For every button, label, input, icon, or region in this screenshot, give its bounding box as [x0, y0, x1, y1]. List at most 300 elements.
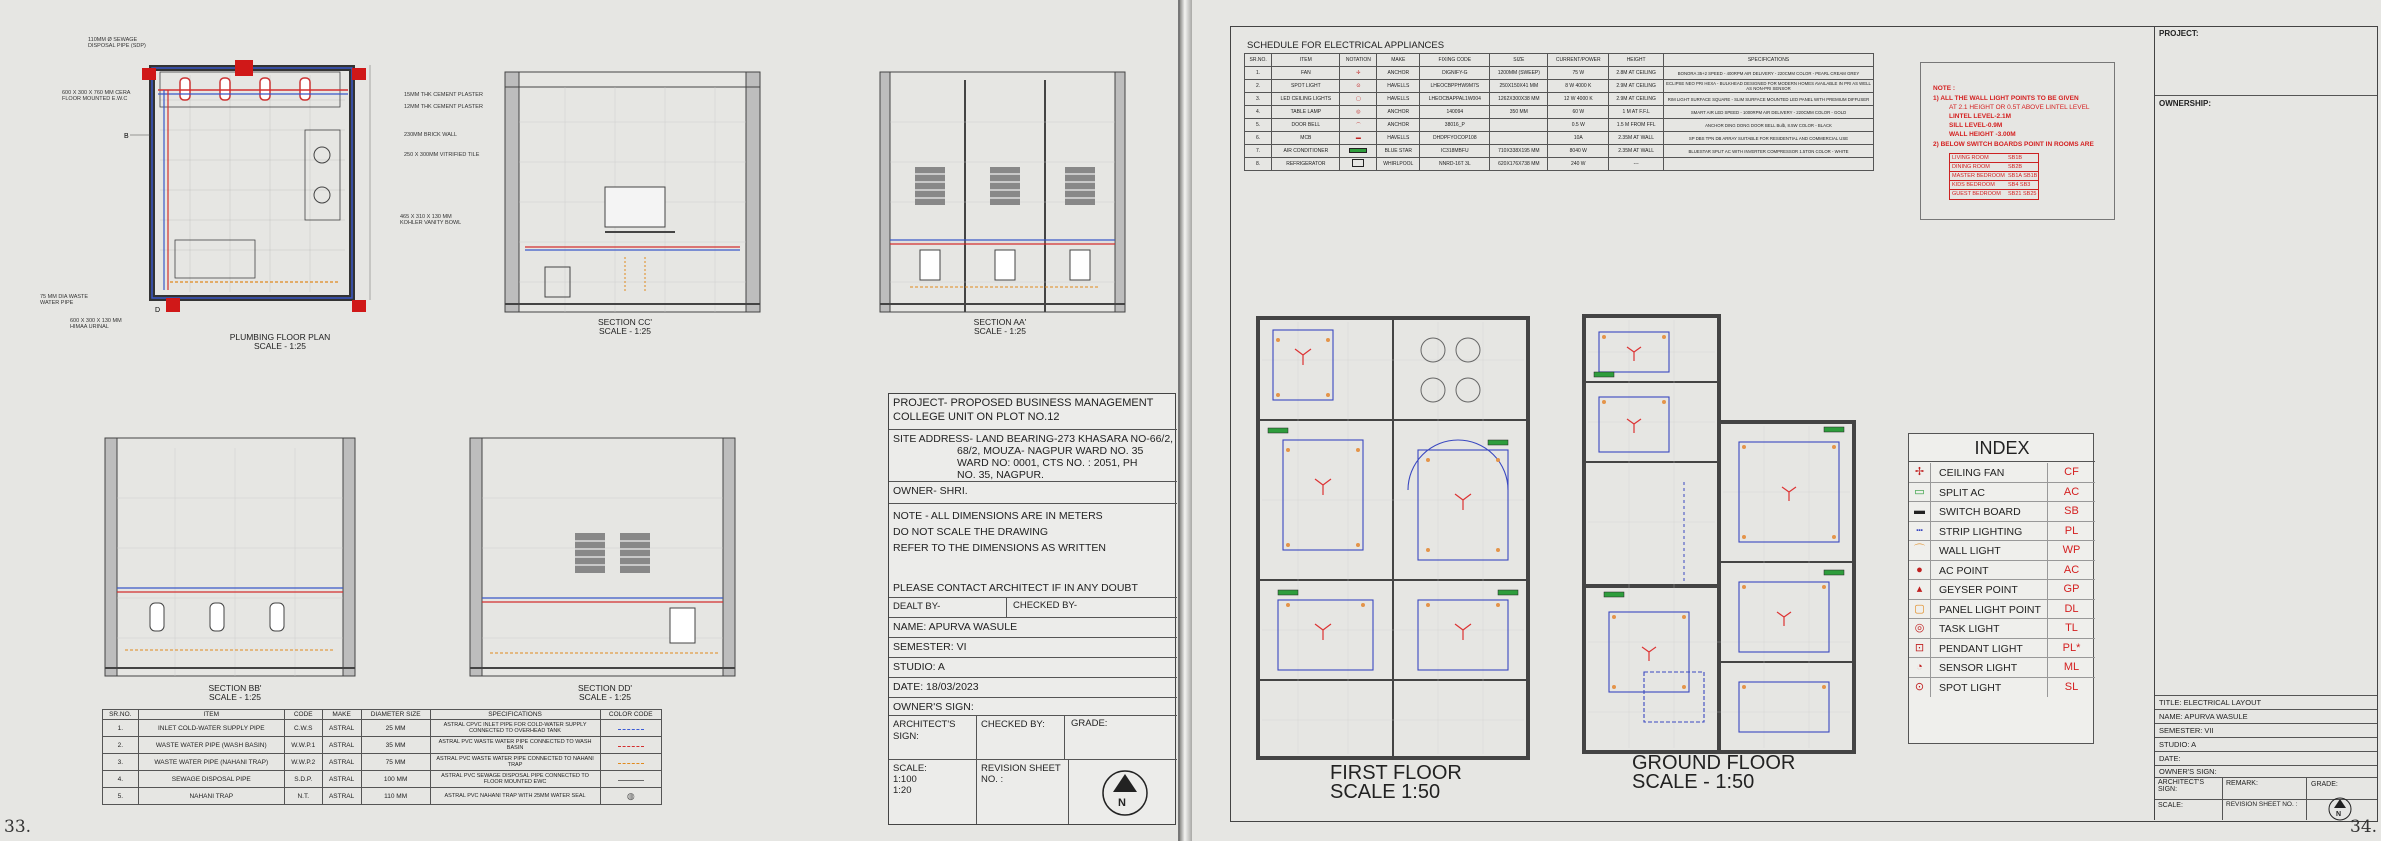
section-aa-title: SECTION AA': [973, 317, 1027, 327]
index-label: CEILING FAN: [1939, 467, 2005, 479]
table-cell: ASTRAL CPVC INLET PIPE FOR COLD-WATER SUPPLY CONNECTED TO OVERHEAD TANK: [430, 720, 600, 737]
schedule-title: SCHEDULE FOR ELECTRICAL APPLIANCES: [1247, 40, 1445, 51]
room-row: [1950, 181, 2038, 190]
table-row: [103, 788, 662, 805]
table-cell: S.D.P.: [284, 771, 322, 788]
first-floor-scale: SCALE 1:50: [1330, 781, 1441, 803]
note-line: 1) ALL THE WALL LIGHT POINTS TO BE GIVEN: [1933, 95, 2079, 102]
table-cell: 2.9M AT CEILING: [1609, 93, 1664, 106]
section-cc-title: SECTION CC': [597, 317, 653, 327]
table-cell: 1 M AT F.F.L: [1609, 106, 1664, 119]
index-code: TL: [2047, 619, 2095, 638]
ground-floor-title: GROUND FLOOR: [1632, 752, 1796, 774]
table-cell: 710X338X195 MM: [1490, 145, 1548, 158]
grade-label: GRADE:: [2311, 781, 2338, 788]
index-code: PL*: [2047, 639, 2095, 658]
table-cell: 1.: [1245, 67, 1272, 80]
task-light-icon: ◎: [1909, 619, 1931, 638]
table-cell: SMART AIR LED SPEED - 1000RPM AIR DELIVERY - 220CMM COLOR - GOLD: [1664, 106, 1874, 119]
site-address-line-1: SITE ADDRESS- LAND BEARING-273 KHASARA NO-66/2,: [893, 433, 1174, 445]
table-header-row: [1245, 54, 1874, 67]
index-row-sensor-light: [1909, 658, 2095, 678]
table-cell: 60 W: [1548, 106, 1609, 119]
table-cell: 620X176X738 MM: [1490, 158, 1548, 171]
table-cell: 75 W: [1548, 67, 1609, 80]
index-code: WP: [2047, 541, 2095, 560]
table-header: MAKE: [1377, 54, 1420, 67]
room-name: DINING ROOM: [1952, 164, 1990, 170]
index-row-ac-point: [1909, 561, 2095, 581]
table-cell: BONORA 35+2 SPEED - 400RPM AIR DELIVERY - 220CMM COLOR - PEARL CREAM GREY: [1664, 67, 1874, 80]
table-cell: NAHANI TRAP: [138, 788, 284, 805]
plumbing-label-urinal: 600 X 300 X 130 MM HIMAA URINAL: [70, 318, 122, 331]
panel-light-icon: ▢: [1909, 600, 1931, 619]
site-address-line-3: WARD NO: 0001, CTS NO. : 2051, PH: [957, 457, 1138, 469]
table-cell: BLUE STAR: [1377, 145, 1420, 158]
electrical-schedule-table: [1244, 53, 1874, 171]
index-row-pendant-light: [1909, 639, 2095, 659]
table-header: COLOR CODE: [600, 710, 661, 720]
index-legend: [1908, 433, 2094, 744]
plumbing-spec-table: [102, 709, 662, 805]
table-cell: 6.: [1245, 132, 1272, 145]
name-text: NAME: APURVA WASULE: [889, 618, 1177, 638]
table-cell: HAVELLS: [1377, 80, 1420, 93]
north-arrow-icon: [1101, 768, 1149, 818]
plumbing-label-brick-wall: 230MM BRICK WALL: [404, 132, 457, 138]
table-cell: ASTRAL: [322, 754, 361, 771]
table-row: [103, 737, 662, 754]
room-switch-board: SB2B: [2008, 164, 2023, 170]
table-cell: 8040 W: [1548, 145, 1609, 158]
table-cell: LED CEILING LIGHTS: [1272, 93, 1340, 106]
table-header: SR.NO.: [103, 710, 139, 720]
right-title-block: [2154, 26, 2376, 820]
table-cell: N.T.: [284, 788, 322, 805]
table-row: [1245, 67, 1874, 80]
table-header: NOTATION: [1340, 54, 1377, 67]
color-code-cell: [600, 754, 661, 771]
checked-by-sign-label: CHECKED BY:: [977, 716, 1065, 759]
table-cell: FAN: [1272, 67, 1340, 80]
table-cell: ASTRAL: [322, 737, 361, 754]
color-code-swatch: [618, 763, 644, 764]
note-line: LINTEL LEVEL-2.1M: [1949, 113, 2011, 120]
index-label: PENDANT LIGHT: [1939, 642, 2023, 655]
section-bb-scale: SCALE - 1:25: [209, 692, 261, 702]
section-bb-title: SECTION BB': [208, 683, 262, 693]
room-switch-board: SB1B: [2008, 155, 2023, 161]
led-light-notation-icon: ▢: [1340, 93, 1377, 106]
table-cell: 2.9M AT CEILING: [1609, 80, 1664, 93]
first-floor-title: FIRST FLOOR: [1330, 762, 1462, 784]
notes-heading: NOTE :: [1933, 85, 1956, 92]
notes-block: [889, 504, 1177, 598]
index-code: DL: [2047, 600, 2095, 619]
table-cell: HAVELLS: [1377, 132, 1420, 145]
table-cell: [1490, 119, 1548, 132]
switch-board-icon: ▬: [1909, 502, 1931, 521]
plumbing-label-vanity: 465 X 310 X 130 MM KOHLER VANITY BOWL: [400, 214, 462, 227]
ground-floor-scale: SCALE - 1:50: [1632, 771, 1755, 793]
table-cell: DHDPFYOCOP108: [1420, 132, 1490, 145]
room-row: [1950, 154, 2038, 163]
table-cell: 5.: [1245, 119, 1272, 132]
section-dd-drawing: [470, 438, 745, 683]
index-code: AC: [2047, 483, 2095, 502]
table-header: SR.NO.: [1245, 54, 1272, 67]
table-cell: 2.: [103, 737, 139, 754]
table-cell: 350 MM: [1490, 106, 1548, 119]
color-code-cell: [600, 737, 661, 754]
color-code-swatch: [618, 780, 644, 781]
note-line: 2) BELOW SWITCH BOARDS POINT IN ROOMS ARE: [1933, 141, 2094, 148]
plumbing-label-sdp: 110MM Ø SEWAGE DISPOSAL PIPE (SDP): [88, 37, 146, 50]
room-switch-board: SB4 SB3: [2008, 182, 2031, 188]
table-row: [1245, 106, 1874, 119]
plumbing-label-waste-pipe: 75 MM DIA WASTE WATER PIPE: [40, 294, 89, 307]
table-cell: RIM LIGHT SURFACE SQUARE - SLIM SURFACE MOUNTED LED PANEL WITH PREMIUM DIFFUSER: [1664, 93, 1874, 106]
table-cell: 5.: [103, 788, 139, 805]
door-bell-notation-icon: ⌒: [1340, 119, 1377, 132]
table-header: ITEM: [138, 710, 284, 720]
table-cell: W.W.P.2: [284, 754, 322, 771]
scale-revision-row: [2155, 800, 2377, 820]
table-cell: 140094: [1420, 106, 1490, 119]
scale-value-2: 1:20: [893, 785, 912, 796]
table-cell: IC318MBFU: [1420, 145, 1490, 158]
right-page-number: 34.: [2350, 817, 2378, 837]
index-code: GP: [2047, 580, 2095, 599]
plumbing-plan-title: PLUMBING FLOOR PLAN: [229, 332, 331, 342]
scale-label: SCALE:: [2155, 800, 2223, 820]
table-header: ITEM: [1272, 54, 1340, 67]
index-label: WALL LIGHT: [1939, 545, 2001, 557]
index-code: AC: [2047, 561, 2095, 580]
table-cell: WHIRLPOOL: [1377, 158, 1420, 171]
index-label: GEYSER POINT: [1939, 584, 2018, 596]
table-header: SPECIFICATIONS: [1664, 54, 1874, 67]
table-cell: AIR CONDITIONER: [1272, 145, 1340, 158]
room-name: KIDS BEDROOM: [1952, 182, 1995, 188]
plumbing-label-tile: 250 X 300MM VITRIFIED TILE: [404, 152, 480, 158]
table-cell: 8.: [1245, 158, 1272, 171]
table-cell: 1.5 M FROM FFL: [1609, 119, 1664, 132]
index-code: SB: [2047, 502, 2095, 521]
section-bb-drawing: [105, 438, 365, 683]
dealt-by-label: DEALT BY-: [889, 598, 1007, 617]
table-cell: TABLE LAMP: [1272, 106, 1340, 119]
table-row: [103, 771, 662, 788]
ground-floor-plan-drawing: [1584, 312, 1864, 762]
table-cell: ASTRAL PVC WASTE WATER PIPE CONNECTED TO WASH BASIN: [430, 737, 600, 754]
site-address-block: [889, 430, 1177, 482]
table-cell: 1262X300X38 MM: [1490, 93, 1548, 106]
table-cell: [1490, 132, 1548, 145]
site-address-line-2: 68/2, MOUZA- NAGPUR WARD NO. 35: [957, 445, 1144, 457]
table-cell: ASTRAL: [322, 771, 361, 788]
table-cell: 38016_P: [1420, 119, 1490, 132]
table-cell: ANCHOR: [1377, 119, 1420, 132]
table-cell: SEWAGE DISPOSAL PIPE: [138, 771, 284, 788]
index-code: SL: [2047, 678, 2095, 697]
ac-point-icon: ●: [1909, 561, 1931, 580]
date-text: DATE:: [2155, 752, 2377, 766]
table-cell: SPOT LIGHT: [1272, 80, 1340, 93]
index-row-spot-light: [1909, 678, 2095, 698]
strip-lighting-icon: ┅: [1909, 522, 1931, 541]
room-name: GUEST BEDROOM: [1952, 191, 2001, 197]
architects-sign-label: ARCHITECT'S SIGN:: [2155, 778, 2223, 799]
scale-value-1: 1:100: [893, 774, 917, 785]
table-cell: 7.: [1245, 145, 1272, 158]
table-cell: ---: [1609, 158, 1664, 171]
index-title: INDEX: [1909, 434, 2095, 462]
left-title-block: [888, 393, 1176, 825]
table-row: [1245, 145, 1874, 158]
table-row: [1245, 132, 1874, 145]
room-row: [1950, 190, 2038, 199]
room-switch-board: SB21 SB25: [2008, 191, 2037, 197]
table-cell: 2.35M AT WALL: [1609, 132, 1664, 145]
table-header: FIXING CODE: [1420, 54, 1490, 67]
table-row: [103, 720, 662, 737]
table-header: SIZE: [1490, 54, 1548, 67]
table-cell: HAVELLS: [1377, 93, 1420, 106]
room-row: [1950, 163, 2038, 172]
table-cell: 75 MM: [361, 754, 430, 771]
table-cell: 35 MM: [361, 737, 430, 754]
table-lamp-notation-icon: ◎: [1340, 106, 1377, 119]
grade-label: GRADE:: [1071, 718, 1108, 729]
table-header: DIAMETER SIZE: [361, 710, 430, 720]
section-dd-scale: SCALE - 1:25: [579, 692, 631, 702]
architects-sign-label: ARCHITECT'S SIGN:: [889, 716, 977, 759]
spot-light-icon: ⊙: [1909, 678, 1931, 697]
color-code-cell: [600, 788, 661, 805]
table-header: MAKE: [322, 710, 361, 720]
table-cell: 110 MM: [361, 788, 430, 805]
table-cell: ASTRAL PVC WASTE WATER PIPE CONNECTED TO NAHANI TRAP: [430, 754, 600, 771]
table-cell: LHEOCBPPHW9M7S: [1420, 80, 1490, 93]
svg-text:B: B: [124, 133, 129, 140]
revision-label: REVISION SHEET NO. :: [977, 760, 1069, 824]
north-label: N: [1118, 797, 1126, 809]
table-cell: ASTRAL PVC SEWAGE DISPOSAL PIPE CONNECTED TO FLOOR MOUNTED EWC: [430, 771, 600, 788]
table-cell: SP DBS TPN DB ARRAY SUITABLE FOR RESIDENTIAL AND COMMERCIAL USE: [1664, 132, 1874, 145]
pendant-light-icon: ⊡: [1909, 639, 1931, 658]
mcb-notation-icon: ▬: [1340, 132, 1377, 145]
note-line: SILL LEVEL-0.9M: [1949, 122, 2003, 129]
table-cell: ECLIPSE NEO PRI HEXA - BULKHEAD DESIGNED FOR MODERN HOMES AVAILABLE IN PRI AS WELL AS NON-PRI SENSOR: [1664, 80, 1874, 93]
project-text: PROJECT- PROPOSED BUSINESS MANAGEMENT COLLEGE UNIT ON PLOT NO.12: [889, 394, 1177, 430]
table-cell: INLET COLD-WATER SUPPLY PIPE: [138, 720, 284, 737]
table-cell: 3.: [1245, 93, 1272, 106]
table-cell: DIGNIFY-G: [1420, 67, 1490, 80]
table-row: [103, 754, 662, 771]
room-switch-board: SB1A SB1B: [2008, 173, 2038, 179]
site-address-line-4: NO. 35, NAGPUR.: [957, 469, 1044, 481]
color-code-swatch: [618, 746, 644, 747]
ceiling-fan-icon: ✢: [1909, 463, 1931, 482]
index-label: STRIP LIGHTING: [1939, 525, 2023, 538]
notes-box: [1920, 62, 2115, 220]
name-text: NAME: APURVA WASULE: [2155, 710, 2377, 724]
index-code: ML: [2047, 658, 2095, 677]
ownership-label: OWNERSHIP:: [2155, 96, 2377, 696]
section-cc-scale: SCALE - 1:25: [599, 326, 651, 336]
nahani-trap-icon: ◍: [626, 790, 635, 801]
table-cell: WASTE WATER PIPE (NAHANI TRAP): [138, 754, 284, 771]
first-floor-plan-drawing: [1258, 300, 1538, 762]
index-label: PANEL LIGHT POINT: [1939, 603, 2041, 616]
table-cell: 1.: [103, 720, 139, 737]
room-name: LIVING ROOM: [1952, 155, 1989, 161]
index-row-wall-light: [1909, 541, 2095, 561]
refrigerator-notation-icon: [1340, 158, 1377, 171]
table-cell: 25 MM: [361, 720, 430, 737]
semester-text: SEMESTER: VII: [2155, 724, 2377, 738]
room-name: MASTER BEDROOM: [1952, 173, 2005, 179]
date-text: DATE: 18/03/2023: [889, 678, 1177, 698]
index-row-panel-light: [1909, 600, 2095, 620]
index-row-ceiling-fan: [1909, 463, 2095, 483]
index-row-task-light: [1909, 619, 2095, 639]
index-code: CF: [2047, 463, 2095, 482]
spot-light-notation-icon: ⊙: [1340, 80, 1377, 93]
scale-cell: [889, 760, 977, 824]
color-code-cell: [600, 771, 661, 788]
sensor-light-icon: ◔: [1909, 658, 1931, 677]
north-label: N: [2336, 811, 2342, 818]
table-cell: LHEOCBAPPAL1W004: [1420, 93, 1490, 106]
index-row-switch-board: [1909, 502, 2095, 522]
table-row: [1245, 80, 1874, 93]
section-dd-title: SECTION DD': [577, 683, 633, 693]
note-contact-architect: PLEASE CONTACT ARCHITECT IF IN ANY DOUBT: [893, 582, 1138, 594]
book-spine: [1180, 0, 1192, 841]
note-refer-dimensions: REFER TO THE DIMENSIONS AS WRITTEN: [893, 542, 1106, 554]
index-label: SWITCH BOARD: [1939, 506, 2021, 518]
table-cell: 2.35M AT WALL: [1609, 145, 1664, 158]
index-label: SPOT LIGHT: [1939, 681, 2002, 694]
plumbing-label-plaster-12: 12MM THK CEMENT PLASTER: [404, 104, 483, 110]
table-cell: 3.: [103, 754, 139, 771]
table-cell: ASTRAL: [322, 720, 361, 737]
table-cell: 4.: [1245, 106, 1272, 119]
section-cc-drawing: [505, 72, 770, 317]
table-cell: 8 W 4000 K: [1548, 80, 1609, 93]
note-dimensions: NOTE - ALL DIMENSIONS ARE IN METERS: [893, 510, 1103, 522]
table-cell: ANCHOR: [1377, 67, 1420, 80]
svg-text:D: D: [155, 307, 161, 314]
index-label: TASK LIGHT: [1939, 623, 2000, 635]
owners-sign-text: OWNER'S SIGN:: [2155, 766, 2377, 778]
sheet-title: TITLE: ELECTRICAL LAYOUT: [2155, 696, 2377, 710]
index-label: SPLIT AC: [1939, 486, 1985, 499]
revision-label: REVISION SHEET NO. :: [2223, 800, 2307, 820]
index-row-split-ac: [1909, 483, 2095, 503]
table-header: CODE: [284, 710, 322, 720]
table-cell: 2.: [1245, 80, 1272, 93]
table-cell: BLUESTAR SPLIT AC WITH INVERTER COMPRESSOR 1.5TON COLOR - WHITE: [1664, 145, 1874, 158]
table-cell: C.W.S: [284, 720, 322, 737]
index-label: SENSOR LIGHT: [1939, 662, 2018, 674]
left-sheet: [0, 0, 1180, 841]
split-ac-icon: ▭: [1909, 483, 1931, 502]
plumbing-plan-scale: SCALE - 1:25: [254, 341, 306, 351]
index-row-geyser-point: [1909, 580, 2095, 600]
table-cell: 0.5 W: [1548, 119, 1609, 132]
scale-revision-row: [889, 760, 1177, 824]
room-row: [1950, 172, 2038, 181]
table-row: [1245, 119, 1874, 132]
note-line: WALL HEIGHT -3.00M: [1949, 131, 2016, 138]
plumbing-label-plaster-15: 15MM THK CEMENT PLASTER: [404, 92, 483, 98]
dealt-checked-row: [889, 598, 1177, 618]
table-cell: 2.8M AT CEILING: [1609, 67, 1664, 80]
section-aa-scale: SCALE - 1:25: [974, 326, 1026, 336]
table-cell: ANCHOR DING DONG DOOR BELL Bulb, 8.5W COLOR - BLACK: [1664, 119, 1874, 132]
remark-label: REMARK:: [2223, 778, 2307, 799]
table-row: [1245, 158, 1874, 171]
table-cell: REFRIGERATOR: [1272, 158, 1340, 171]
color-code-swatch: [618, 729, 644, 730]
table-cell: [1664, 158, 1874, 171]
index-label: AC POINT: [1939, 564, 1989, 577]
table-row: [1245, 93, 1874, 106]
note-do-not-scale: DO NOT SCALE THE DRAWING: [893, 526, 1048, 538]
air-conditioner-notation-icon: [1340, 145, 1377, 158]
table-cell: 1200MM (SWEEP): [1490, 67, 1548, 80]
owner-text: OWNER- SHRI.: [889, 482, 1177, 504]
table-cell: ANCHOR: [1377, 106, 1420, 119]
table-cell: DOOR BELL: [1272, 119, 1340, 132]
geyser-point-icon: ▴: [1909, 580, 1931, 599]
table-header: HEIGHT: [1609, 54, 1664, 67]
table-cell: ASTRAL: [322, 788, 361, 805]
left-page-number: 33.: [4, 817, 32, 837]
scale-label: SCALE:: [893, 763, 927, 774]
table-header: CURRENT/POWER: [1548, 54, 1609, 67]
table-cell: W.W.P.1: [284, 737, 322, 754]
section-aa-drawing: [880, 72, 1130, 317]
plumbing-label-ewc: 600 X 300 X 760 MM CERA FLOOR MOUNTED E.W.C: [62, 90, 131, 103]
table-cell: 250X150X41 MM: [1490, 80, 1548, 93]
project-label: PROJECT:: [2155, 26, 2377, 96]
table-cell: WASTE WATER PIPE (WASH BASIN): [138, 737, 284, 754]
checked-by-label: CHECKED BY-: [1013, 600, 1078, 611]
table-cell: 10A: [1548, 132, 1609, 145]
index-row-strip-lighting: [1909, 522, 2095, 542]
index-code: PL: [2047, 522, 2095, 541]
wall-light-icon: ⌒: [1909, 541, 1931, 560]
table-header-row: [103, 710, 662, 720]
studio-text: STUDIO: A: [889, 658, 1177, 678]
switch-board-room-table: [1949, 153, 2039, 200]
table-cell: 240 W: [1548, 158, 1609, 171]
semester-text: SEMESTER: VI: [889, 638, 1177, 658]
table-cell: ASTRAL PVC NAHANI TRAP WITH 25MM WATER SEAL: [430, 788, 600, 805]
fan-notation-icon: ✢: [1340, 67, 1377, 80]
table-cell: 100 MM: [361, 771, 430, 788]
table-cell: NNRD-16T 3L: [1420, 158, 1490, 171]
studio-text: STUDIO: A: [2155, 738, 2377, 752]
note-line: AT 2.1 HEIGHT OR 0.5T ABOVE LINTEL LEVEL: [1949, 104, 2090, 111]
owners-sign-text: OWNER'S SIGN:: [889, 698, 1177, 716]
table-header: SPECIFICATIONS: [430, 710, 600, 720]
table-cell: 4.: [103, 771, 139, 788]
